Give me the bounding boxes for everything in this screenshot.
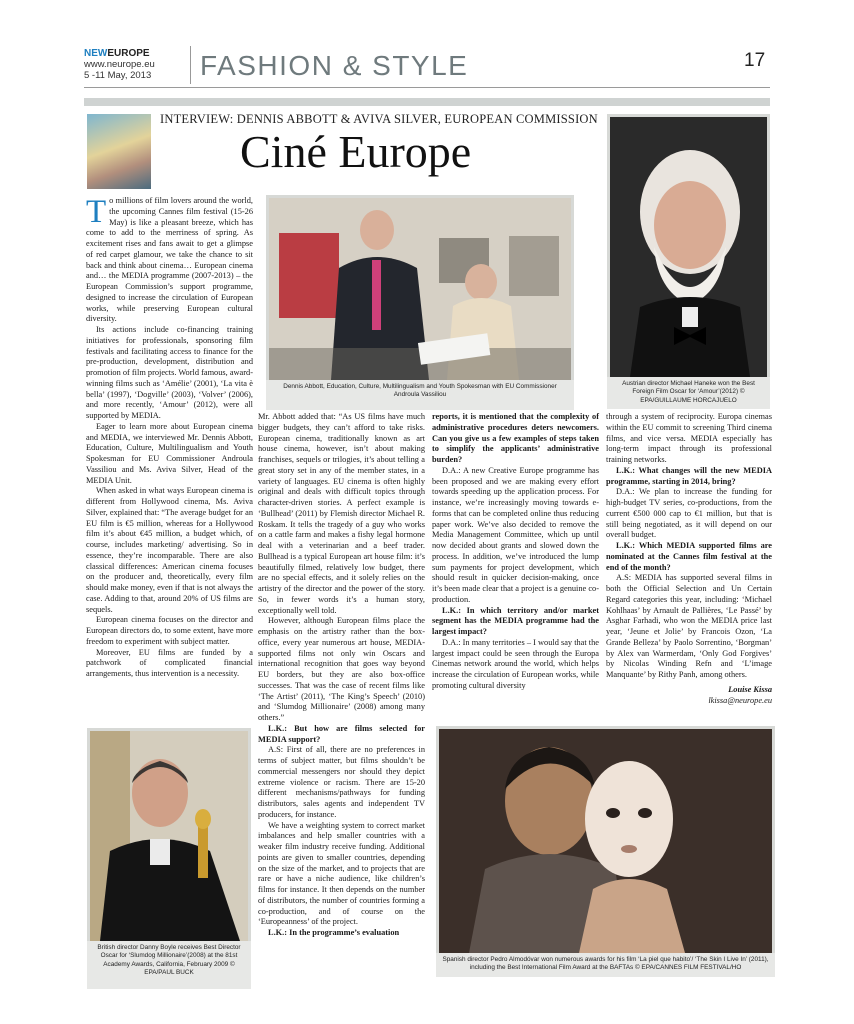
text-column-2 <box>258 412 425 939</box>
interview-answer: D.A.: We plan to increase the funding for high-budget TV series, co-productions, from the current €500 000 cap to €1 million, but that is still being negotiated, as it will depend on our overall budget. <box>606 487 772 540</box>
paragraph: Its actions include co-financing training initiatives for professionals, sponsoring film festivals and facilitating access to finance for the pre-production, development, distribution and promotion of film projects. World famous, award-winning films such as ‘Amélie’ (2001), ‘La vita è bella’ (1997), ‘Dogville’ (2003), ‘Volver’ (2006), and more recently, ‘Amour’ (2012), were all supported by MEDIA. <box>86 325 253 420</box>
text-column-3 <box>432 412 599 692</box>
paragraph: When asked in what ways European cinema is different from Hollywood cinema, Ms. Aviva Silver, explained that: “The average budget for an EU film is €5 million, whereas for a Hollywood film it’s about €45 million, a budget which, of course, includes marketing/ advertising. So in essence, they’re incomparable. There are also classical differences: American cinema focuses on the producer and, theoretically, every film should make money, even if that is not always the case. Adding to that, around 20% of US films are sequels. <box>86 486 253 614</box>
interview-question: reports, it is mentioned that the complexity of administrative procedures deters newcomers. Can you give us a few examples of steps taken to simplify the applicants’ administrative burden? <box>432 412 599 464</box>
author-email-link[interactable]: lkissa@neurope.eu <box>708 695 772 705</box>
paragraph: We have a weighting system to correct market imbalances and help smaller countries with a weaker film industry receive funding. Additional points are given to smaller countries, depending on the size of the market, and to projects that are rare or have a niche audience, like children’s films for instance. It then depends on the number of distributors, the number of countries forming a co-production, and of course on the ‘Europeanness’ of the project. <box>258 820 425 927</box>
interview-question: L.K.: In the programme’s evaluation <box>268 928 400 937</box>
section-title: FASHION & STYLE <box>200 50 469 81</box>
interview-question: L.K.: But how are films selected for MEDIA support? <box>258 723 425 744</box>
issue-date: 5 -11 May, 2013 <box>84 70 152 81</box>
paragraph <box>86 196 253 325</box>
interview-question: L.K.: Which MEDIA supported films are nominated at the Cannes film festival at the end of the month? <box>606 541 772 572</box>
abbott-photo-illustration <box>269 198 571 380</box>
boyle-photo <box>87 728 251 944</box>
article-kicker: INTERVIEW: DENNIS ABBOTT & AVIVA SILVER, EUROPEAN COMMISSION <box>160 112 598 126</box>
page-number: 17 <box>744 50 766 71</box>
interview-question: L.K.: What changes will the new MEDIA programme, starting in 2014, bring? <box>606 465 772 486</box>
abbott-photo-caption: Dennis Abbott, Education, Culture, Multilingualism and Youth Spokesman with EU Commissioner Androula Vassiliou <box>266 380 574 410</box>
boyle-photo-illustration <box>90 731 248 941</box>
almodovar-photo <box>436 726 775 956</box>
header-rule <box>84 87 770 88</box>
almodovar-photo-caption: Spanish director Pedro Almodóvar won numerous awards for his film ‘La piel que habito’/ ‘The Skin I Live In’ (2011), including the Best International Film Award at the BAFTAs © EPA/CANNES FILM FESTIVAL/HO <box>436 953 775 977</box>
interview-question: L.K.: In which territory and/or market segment has the MEDIA programme had the largest impact? <box>432 605 599 636</box>
haneke-photo-illustration <box>610 117 767 377</box>
interview-answer: D.A.: A new Creative Europe programme has been proposed and we are making every effort towards speeding up the application process. For instance, we’re increasingly moving towards e-forms that can be completed online thus reducing paper work. We’ve also decided to remove the Media Management Committee, which up until now decided about grants and slowed down the process. In addition, we’ve introduced the lump sum payments for project development, which should result in quicker decision-making, once it’s been made clear that a project is a genuine co-production. <box>432 465 599 604</box>
publication-logo[interactable] <box>84 48 155 59</box>
paragraph: Eager to learn more about European cinema and MEDIA, we interviewed Mr. Dennis Abbott, Education, Culture, Multilingualism and Youth Spokesman for EU Commissioner Androula Vassiliou and Ms. Aviva Silver, Head of the MEDIA Unit. <box>86 421 253 485</box>
interview-answer: A.S: First of all, there are no preferences in terms of subject matter, but films shouldn’t be commercial messengers nor should they depict extreme violence or racism. There are 15-20 different mechanisms/pathways for funding distributors, sales agents and independent TV producers, for instance. <box>258 745 425 819</box>
interview-answer: A.S: MEDIA has supported several films in both the Official Selection and Un Certain Regard categories this year, including: ‘Michael Kohlhaas’ by Arnault de Pallières, ‘Le Passé’ by Asghar Farhadi, who won the MEDIA price last year, ‘Jeune et Jolie’ by Francois Ozon, ‘La Grande Belleza’ by Paolo Sorrentino, ‘Borgman’ by Alex van Warmerdam, ‘Only God Forgives’ by Nicolas Winding Refn and ‘L’image Manquante’ by Rithy Panh, among others. <box>606 573 772 679</box>
paragraph: Moreover, EU films are funded by a patchwork of complicated financial arrangements, thus intervention is a necessity. <box>86 647 253 678</box>
interview-answer: D.A.: In many territories – I would say that the largest impact could be seen through the Europa Cinemas network around the world, which helps increase the circulation of European works, while promoting cultural diversity <box>432 637 599 690</box>
header-divider <box>190 46 191 84</box>
haneke-photo-caption: Austrian director Michael Haneke won the Best Foreign Film Oscar for ‘Amour’(2012) © EPA/GUILLAUME HORCAJUELO <box>607 377 770 409</box>
drop-cap: T <box>86 194 107 230</box>
text-column-1 <box>86 196 253 680</box>
masthead <box>84 48 155 81</box>
paragraph: European cinema focuses on the director and European directors do, to some extent, have more freedom to experiment with subject matter. <box>86 615 253 646</box>
author-name: Louise Kissa <box>728 684 772 694</box>
boyle-photo-caption: British director Danny Boyle receives Best Director Oscar for ‘Slumdog Millionaire’(2008) at the 81st Academy Awards, California, February 2009 © EPA/PAUL BUCK <box>87 941 251 989</box>
abbott-photo <box>266 195 574 383</box>
paragraph: Mr. Abbott added that: “As US films have much bigger budgets, they can’t afford to take risks. European cinema, traditionally known as art house cinema, however, isn’t about making franchises, sequels or trilogies, it’s about telling a great story set in any of the member states, in a variety of languages. EU cinema is often highly original and deals with difficult topics through character-driven stories. A perfect example is ‘Bullhead’ (2011) by Flemish director Michael R. Roskam. It tells the tragedy of a guy who works on a cattle farm and makes a fishy legal hormone deal with a veterinarian and a beef trader. Bullhead is a typical European art house film: it’s beautifully filmed, relatively low budget, there are no special effects, and it solely relies on the artistry of the director and the power of the story. So, in fewer words it’s a human story, exceptionally well told. <box>258 412 425 615</box>
header-band <box>84 98 770 106</box>
logo-prefix: NEW <box>84 48 108 59</box>
intro-text: o millions of film lovers around the world, the upcoming Cannes film festival (15-26 May) is like a pleasant breeze, which has come to add to the merriness of spring. As excitement rises and fans await to get a glimpse of red carpet glamour, we take the chance to sit back and think about cinema… European cinema and… the MEDIA programme (2007-2013) – the European Commission’s support programme, designed to increase the circulation of European works, while preserving European cultural diversity. <box>86 196 253 324</box>
logo-suffix: EUROPE <box>107 48 150 59</box>
paragraph: However, although European films place the emphasis on the artistry rather than the box-office, every year numerous art house, MEDIA-supported films not only win Oscars and international recognition that goes way beyond EU borders, but they are also box-office successes. That was the case of recent films like ‘The Artist’ (2011), ‘The King’s Speech’ (2010) and ‘Slumdog Millionaire’ (2008) among many others.” <box>258 616 425 722</box>
haneke-photo <box>607 114 770 380</box>
website-url[interactable]: www.neurope.eu <box>84 59 155 70</box>
text-column-4 <box>606 412 772 706</box>
article-title: Ciné Europe <box>240 126 472 177</box>
author-photo <box>87 114 151 189</box>
almodovar-photo-illustration <box>439 729 772 953</box>
paragraph: through a system of reciprocity. Europa cinemas within the EU commit to screening Third cinema films, and vice versa. MEDIA especially has long-term impact through its professional training networks. <box>606 412 772 464</box>
